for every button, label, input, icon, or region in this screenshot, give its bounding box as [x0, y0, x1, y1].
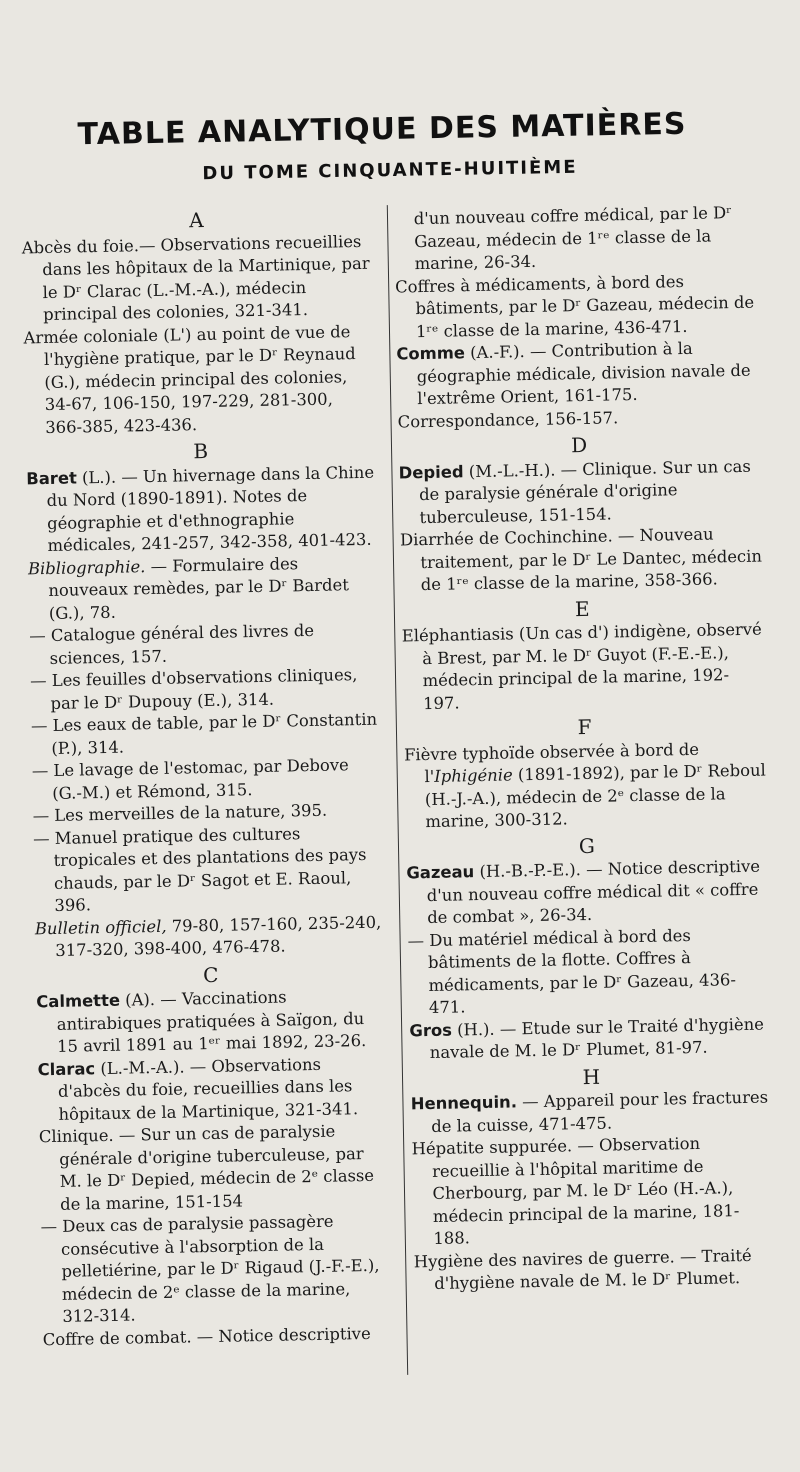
index-entry: Eléphantiasis (Un cas d') indigène, observé à Brest, par M. le Dʳ Guyot (F.-E.-E.), médecin principal de la marine, 192-197.: [401, 619, 762, 713]
index-entry: [411, 1086, 774, 1138]
index-entry: Coffres à médicaments, à bord des bâtiments, par le Dʳ Gazeau, médecin de 1ʳᵉ classe de la marine, 436-471.: [394, 271, 755, 341]
index-entry: — Les merveilles de la nature, 395.: [32, 800, 328, 826]
index-entry: Armée coloniale (L') au point de vue de l'hygiène pratique, par le Dʳ Reynaud (G.), médecin principal des colonies, 34-67, 106-150, 197-229, 281-300, 366-385, 423-436.: [23, 321, 356, 437]
entry-keyword: Clarac: [37, 1058, 96, 1079]
entry-keyword: Comme: [396, 343, 466, 364]
entry-text: 79-80, 157-160, 235-240, 317-320, 398-400, 476-478.: [55, 912, 382, 960]
entry-keyword: Depied: [398, 461, 464, 483]
section-letter-f: F: [577, 714, 592, 740]
index-entry: — Les eaux de table, par le Dʳ Constantin (P.), 314.: [30, 709, 378, 758]
entry-keyword: Baret: [26, 467, 78, 488]
index-entry: Hygiène des navires de guerre. — Traité d'hygiène navale de M. le Dʳ Plumet.: [413, 1245, 752, 1293]
section-letter-a: A: [188, 207, 204, 233]
section-letter-g: G: [578, 833, 596, 858]
index-entry: — Deux cas de paralysie passagère consécutive à l'absorption de la pelletiérine, par le Dʳ Rigaud (J.-F.-E.), médecin de 2ᵉ classe de la marine, 312-314.: [40, 1211, 380, 1326]
index-entry: — Du matériel médical à bord des bâtiments de la flotte. Coffres à médicaments, par le Dʳ Gazeau, 436-471.: [407, 925, 737, 1018]
index-entry: — Manuel pratique des cultures tropicales et des plantations des pays chauds, par le Dʳ Sagot et E. Raoul, 396.: [32, 823, 367, 915]
entry-text: — Appareil pour les fractures de la cuisse, 471-475.: [431, 1087, 769, 1136]
entry-text: (1891-1892), par le Dʳ Reboul (H.-J.-A.), médecin de 2ᵉ classe de la marine, 300-312.: [424, 760, 766, 832]
index-entry: [28, 551, 379, 625]
index-entry: — Le lavage de l'estomac, par Debove (G.-M.) et Rémond, 315.: [31, 755, 349, 803]
section-letter-c: C: [202, 962, 219, 987]
index-entry: [406, 856, 769, 930]
entry-text: (L.-M.-A.). — Observations d'abcès du foie, recueillies dans les hôpitaux de la Martinique, 321-341.: [57, 1054, 359, 1124]
entry-text: (A.-F.). — Contribution à la géographie médicale, division navale de l'extrême Orient, 161-175.: [416, 338, 751, 409]
page-subtitle: DU TOME CINQUANTE-HUITIÈME: [202, 156, 578, 185]
index-entry: [36, 985, 387, 1059]
index-entry: [404, 737, 768, 834]
section-letter-h: H: [582, 1064, 601, 1089]
index-entry: [35, 911, 386, 963]
index-entry-continued: d'un nouveau coffre médical, par le Dʳ Gazeau, médecin de 1ʳᵉ classe de la marine, 26-34.: [413, 203, 733, 274]
index-entry: [396, 337, 759, 411]
entry-keyword: Calmette: [36, 990, 121, 1012]
entry-keyword: Gros: [409, 1020, 453, 1040]
entry-italic: Iphigénie: [434, 765, 513, 786]
entry-text: — Formulaire des nouveaux remèdes, par le Dʳ Bardet (G.), 78.: [48, 553, 349, 623]
section-letter-e: E: [574, 596, 590, 621]
right-column: [394, 202, 777, 1296]
index-entry: [26, 461, 378, 558]
entry-text: (M.-L.-H.). — Clinique. Sur un cas de paralysie générale d'origine tuberculeuse, 151-154.: [418, 456, 751, 527]
index-entry: [398, 455, 761, 529]
entry-keyword: Hennequin.: [410, 1092, 518, 1114]
index-entry: Clinique. — Sur un cas de paralysie générale d'origine tuberculeuse, par M. le Dʳ Depied, médecin de 2ᵉ classe de la marine, 151-154: [38, 1121, 375, 1214]
entry-text: Fièvre typhoïde observée à bord de l': [403, 739, 700, 787]
index-entry: Diarrhée de Cochinchine. — Nouveau traitement, par le Dʳ Le Dantec, médecin de 1ʳᵉ classe de la marine, 358-366.: [399, 524, 763, 595]
index-entry: Hépatite suppurée. — Observation recueillie à l'hôpital maritime de Cherbourg, par M. le Dʳ Léo (H.-A.), médecin principal de la marine, 181-188.: [411, 1133, 740, 1248]
entry-text: (H.). — Etude sur le Traité d'hygiène navale de M. le Dʳ Plumet, 81-97.: [429, 1014, 765, 1063]
index-entry: — Catalogue général des livres de sciences, 157.: [29, 620, 315, 668]
entry-keyword: Bulletin officiel,: [34, 916, 167, 938]
index-entry: — Les feuilles d'observations cliniques, par le Dʳ Dupouy (E.), 314.: [29, 665, 358, 713]
left-column: [21, 202, 393, 1352]
entry-keyword: Bibliographie.: [27, 556, 146, 578]
index-entry: [409, 1013, 772, 1065]
entry-text: (L.). — Un hivernage dans la Chine du Nord (1890-1891). Notes de géographie et d'ethnographie médicales, 241-257, 342-358, 401-423.: [46, 462, 375, 556]
section-letter-b: B: [193, 438, 209, 464]
entry-text: (A). — Vaccinations antirabiques pratiquées à Saïgon, du 15 avril 1891 au 1ᵉʳ mai 1892, 23-26.: [56, 987, 367, 1056]
index-entry: Coffre de combat. — Notice descriptive: [42, 1323, 371, 1349]
entry-keyword: Gazeau: [406, 862, 475, 883]
entry-text: (H.-B.-P.-E.). — Notice descriptive d'un nouveau coffre médical dit « coffre de combat », 26-34.: [426, 856, 761, 928]
section-letter-d: D: [570, 432, 588, 458]
index-entry: Correspondance, 156-157.: [397, 407, 619, 432]
index-entry: [37, 1052, 388, 1126]
index-entry: Abcès du foie.— Observations recueillies dans les hôpitaux de la Martinique, par le Dʳ Clarac (L.-M.-A.), médecin principal des colonies, 321-341.: [21, 231, 370, 325]
page-title: TABLE ANALYTIQUE DES MATIÈRES: [77, 106, 687, 153]
